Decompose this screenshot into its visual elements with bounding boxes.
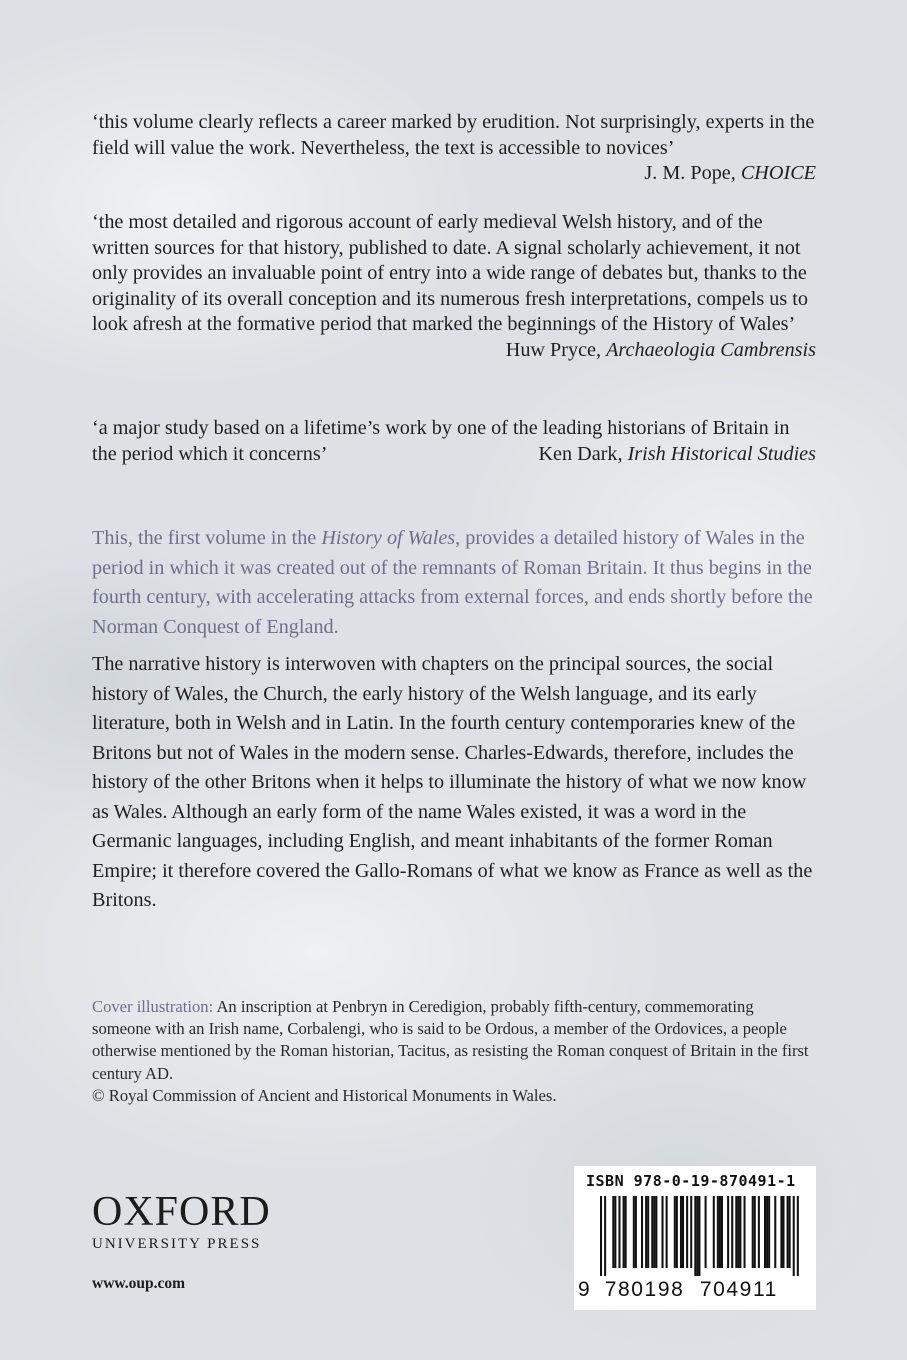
barcode-bar — [717, 1196, 719, 1268]
barcode-bar — [680, 1196, 682, 1268]
quote-author: Huw Pryce, — [505, 338, 607, 361]
barcode-bar — [666, 1196, 668, 1268]
review-quote-2 — [92, 210, 816, 364]
blurb-text: This, the first volume in the — [92, 527, 322, 549]
isbn-barcode — [574, 1166, 816, 1310]
barcode-bar — [653, 1196, 655, 1268]
publisher-url[interactable]: www.oup.com — [92, 1275, 186, 1292]
barcode-bar — [737, 1196, 739, 1268]
review-quote-3 — [92, 416, 816, 467]
publisher-subtitle: UNIVERSITY PRESS — [92, 1236, 262, 1252]
barcode-bar — [705, 1196, 707, 1268]
barcode-bar — [721, 1196, 723, 1268]
barcode-bar — [744, 1196, 746, 1268]
barcode-bar — [655, 1196, 657, 1268]
blurb-text: , provides a detailed history of Wales in the period in which it was created out of the remnants of Roman Britain. It thus begins in the fourth century, with accelerating attacks from external forces, and ends shortly before the Norman Conquest of England. — [92, 527, 813, 638]
barcode-bar — [797, 1196, 799, 1276]
barcode-bar — [662, 1196, 664, 1268]
barcode-bar — [719, 1196, 721, 1268]
barcode-bar — [651, 1196, 653, 1268]
quote-source: Irish Historical Studies — [627, 442, 816, 465]
barcode-bar — [780, 1196, 782, 1268]
barcode-bars — [582, 1196, 808, 1278]
blurb-paragraph-1 — [92, 524, 822, 642]
blurb-paragraph-2 — [92, 650, 822, 916]
barcode-bar — [793, 1196, 795, 1276]
barcode-bar — [641, 1196, 643, 1268]
review-quote-1 — [92, 110, 816, 187]
barcode-bar — [782, 1196, 784, 1268]
barcode-bar — [768, 1196, 770, 1268]
barcode-bar — [612, 1196, 614, 1268]
cover-note-lead: Cover illustration: — [92, 997, 214, 1016]
barcode-bar — [698, 1196, 700, 1276]
barcode-bar — [752, 1196, 754, 1268]
barcode-bar — [614, 1196, 616, 1268]
barcode-digits — [578, 1278, 814, 1302]
barcode-bar — [645, 1196, 647, 1268]
barcode-bar — [682, 1196, 684, 1268]
barcode-bar — [731, 1196, 733, 1268]
barcode-bar — [739, 1196, 741, 1268]
barcode-bar — [618, 1196, 620, 1268]
barcode-bar — [766, 1196, 768, 1268]
barcode-bar — [694, 1196, 696, 1276]
quote-attribution — [538, 442, 816, 468]
quote-author: J. M. Pope, — [644, 162, 741, 185]
quote-author: Ken Dark, — [538, 442, 628, 465]
barcode-bar — [696, 1196, 698, 1276]
barcode-bar — [754, 1196, 756, 1268]
cover-note-text: An inscription at Penbryn in Ceredigion, probably fifth-century, commemorating someone with an Irish name, Corbalengi, who is said to be Ordous, a member of the Ordovices, a people otherwise mentioned by the Roman historian, Tacitus, as resisting the Roman conquest of Britain in the first century AD. — [92, 997, 809, 1083]
isbn-label: ISBN 978-0-19-870491-1 — [586, 1172, 796, 1190]
quote-source: Archaeologia Cambrensis — [606, 338, 816, 361]
barcode-bar — [625, 1196, 627, 1268]
quote-attribution — [92, 161, 816, 187]
barcode-bar — [774, 1196, 776, 1268]
barcode-bar — [674, 1196, 676, 1268]
barcode-left-group: 780198 — [604, 1278, 685, 1301]
barcode-bar — [789, 1196, 791, 1268]
barcode-bar — [713, 1196, 715, 1268]
barcode-bar — [686, 1196, 688, 1268]
barcode-bar — [604, 1196, 606, 1276]
barcode-bar — [727, 1196, 729, 1268]
barcode-bar — [690, 1196, 692, 1268]
barcode-bar — [787, 1196, 789, 1268]
barcode-bar — [735, 1196, 737, 1268]
barcode-bar — [764, 1196, 766, 1268]
quote-text: ‘a major study based on a lifetime’s work by one of the leading historians of Britain in the period which it concerns’ — [92, 417, 790, 465]
series-title: History of Wales — [321, 527, 456, 549]
blurb-text: The narrative history is interwoven with chapters on the principal sources, the social history of Wales, the Church, the early history of the Welsh language, and its early literature, both in Welsh and in Latin. In the fourth century contemporaries knew of the Britons but not of Wales in the modern sense. Charles-Edwards, therefore, includes the history of the other Britons when it helps to illuminate the history of what we now know as Wales. Although an early form of the name Wales existed, it was a word in the Germanic languages, including English, and meant inhabitants of the former Roman Empire; it therefore covered the Gallo-Romans of what we know as France as well as the Britons. — [92, 653, 813, 911]
quote-text: ‘the most detailed and rigorous account of early medieval Welsh history, and of the written sources for that history, published to date. A signal scholarly achievement, it not only provides an invaluable point of entry into a wide range of debates but, thanks to the originality of its overall conception and its numerous fresh interpretations, compels us to look afresh at the formative period that marked the beginnings of the History of Wales’ — [92, 211, 808, 336]
barcode-first-digit: 9 — [578, 1278, 592, 1301]
barcode-bar — [758, 1196, 760, 1268]
publisher-logo — [92, 1190, 271, 1253]
barcode-bar — [633, 1196, 635, 1268]
cover-illustration-note — [92, 996, 812, 1107]
quote-text: ‘this volume clearly reflects a career marked by erudition. Not surprisingly, experts in the field will value the work. Nevertheless, the text is accessible to novices’ — [92, 111, 815, 159]
publisher-name: OXFORD — [92, 1189, 271, 1235]
barcode-bar — [635, 1196, 637, 1268]
quote-attribution — [92, 338, 816, 364]
barcode-bar — [623, 1196, 625, 1268]
barcode-bar — [600, 1196, 602, 1276]
quote-source: CHOICE — [740, 162, 816, 185]
barcode-bar — [676, 1196, 678, 1268]
copyright-line: © Royal Commission of Ancient and Historical Monuments in Wales. — [92, 1085, 557, 1105]
barcode-bar — [647, 1196, 649, 1268]
barcode-right-group: 704911 — [699, 1278, 778, 1301]
